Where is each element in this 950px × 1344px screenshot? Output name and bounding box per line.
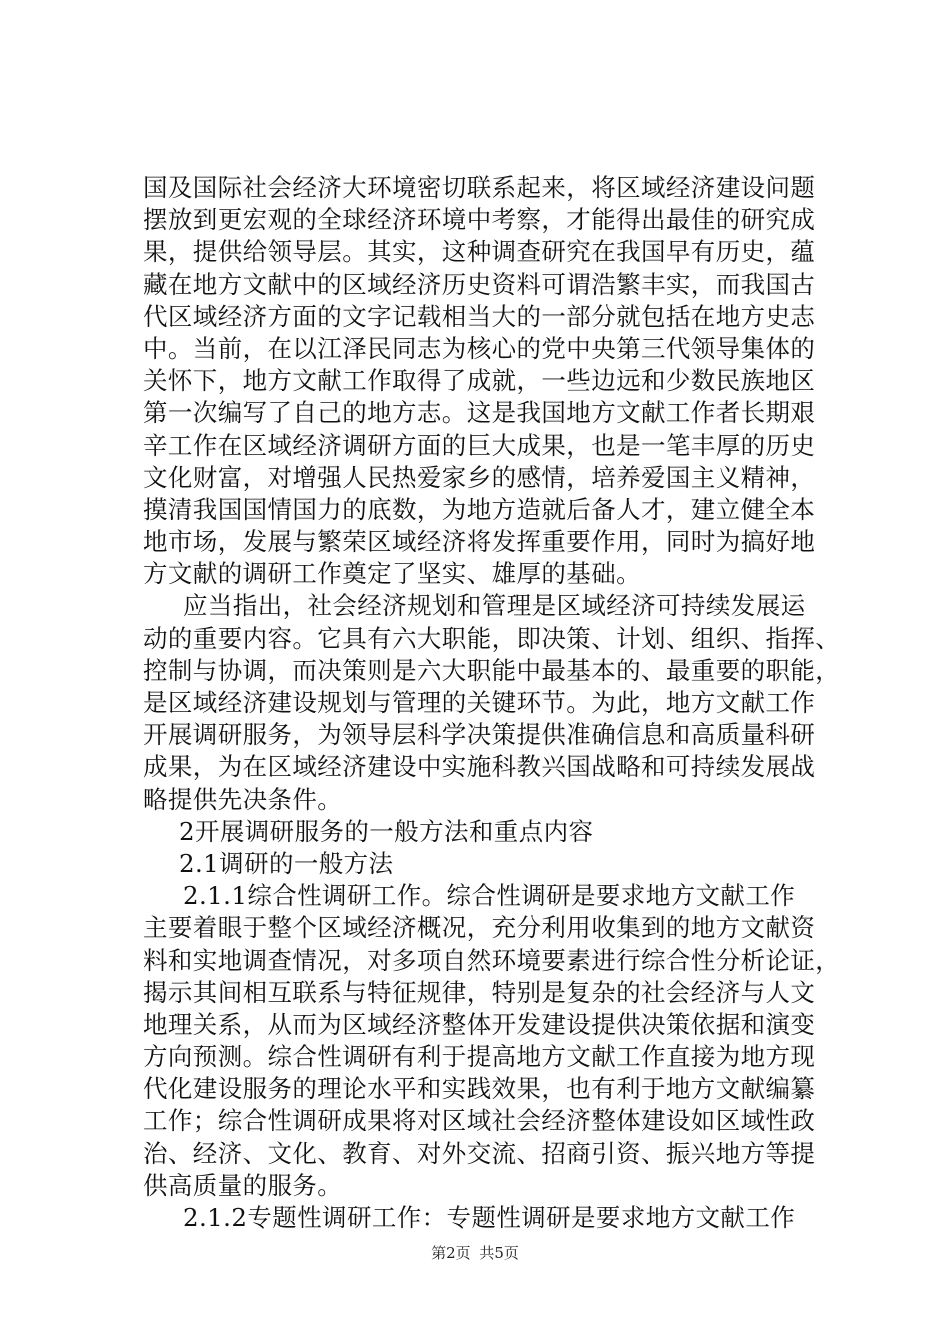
text-line: 摸清我国国情国力的底数，为地方造就后备人才，建立健全本 xyxy=(143,494,816,524)
paragraph-start-line: 2.1.1综合性调研工作。综合性调研是要求地方文献工作 xyxy=(183,881,796,911)
text-line: 关怀下，地方文献工作取得了成就，一些边远和少数民族地区 xyxy=(143,366,816,396)
paragraph-start-line: 2.1.2专题性调研工作：专题性调研是要求地方文献工作 xyxy=(183,1203,796,1232)
text-line: 料和实地调查情况，对多项自然环境要素进行综合性分析论证， xyxy=(143,945,841,975)
text-line: 代区域经济方面的文字记载相当大的一部分就包括在地方史志 xyxy=(143,301,816,331)
text-line: 略提供先决条件。 xyxy=(143,784,343,814)
text-line: 揭示其间相互联系与特征规律，特别是复杂的社会经济与人文 xyxy=(143,977,816,1007)
text-line: 方向预测。综合性调研有利于提高地方文献工作直接为地方现 xyxy=(143,1042,816,1072)
subsection-heading: 2.1调研的一般方法 xyxy=(179,848,394,878)
text-line: 藏在地方文献中的区域经济历史资料可谓浩繁丰实，而我国古 xyxy=(143,269,816,299)
text-line: 地理关系，从而为区域经济整体开发建设提供决策依据和演变 xyxy=(143,1009,816,1039)
text-line: 控制与协调，而决策则是六大职能中最基本的、最重要的职能， xyxy=(143,655,841,685)
text-line: 开展调研服务，为领导层科学决策提供准确信息和高质量科研 xyxy=(143,720,816,750)
text-line: 国及国际社会经济大环境密切联系起来，将区域经济建设问题 xyxy=(143,173,816,202)
text-line: 是区域经济建设规划与管理的关键环节。为此，地方文献工作 xyxy=(143,688,816,717)
text-line: 地市场，发展与繁荣区域经济将发挥重要作用，同时为搞好地 xyxy=(143,527,816,557)
paragraph-start-line: 应当指出，社会经济规划和管理是区域经济可持续发展运 xyxy=(183,591,806,621)
text-line: 供高质量的服务。 xyxy=(143,1170,343,1200)
text-line: 主要着眼于整个区域经济概况，充分利用收集到的地方文献资 xyxy=(143,913,816,943)
text-line: 动的重要内容。它具有六大职能，即决策、计划、组织、指挥、 xyxy=(143,623,841,653)
text-line: 果，提供给领导层。其实，这种调查研究在我国早有历史，蕴 xyxy=(143,237,816,267)
text-line: 辛工作在区域经济调研方面的巨大成果，也是一笔丰厚的历史 xyxy=(143,430,816,460)
text-line: 成果，为在区域经济建设中实施科教兴国战略和可持续发展战 xyxy=(143,752,816,782)
body-text xyxy=(143,172,841,1234)
page-number: 第2页 xyxy=(431,1244,471,1262)
page-total: 共5页 xyxy=(479,1244,519,1262)
text-line: 摆放到更宏观的全球经济环境中考察，才能得出最佳的研究成 xyxy=(143,205,816,235)
text-line: 文化财富，对增强人民热爱家乡的感情，培养爱国主义精神， xyxy=(143,462,816,492)
text-line: 方文献的调研工作奠定了坚实、雄厚的基础。 xyxy=(143,559,641,589)
text-line: 中。当前，在以江泽民同志为核心的党中央第三代领导集体的 xyxy=(143,333,816,363)
text-line: 治、经济、文化、教育、对外交流、招商引资、振兴地方等提 xyxy=(143,1138,816,1168)
text-line: 第一次编写了自己的地方志。这是我国地方文献工作者长期艰 xyxy=(143,398,816,428)
section-heading: 2开展调研服务的一般方法和重点内容 xyxy=(179,816,594,846)
text-line: 工作；综合性调研成果将对区域社会经济整体建设如区域性政 xyxy=(143,1106,816,1136)
text-line: 代化建设服务的理论水平和实践效果，也有利于地方文献编纂 xyxy=(143,1074,816,1104)
page-footer xyxy=(0,1243,950,1263)
